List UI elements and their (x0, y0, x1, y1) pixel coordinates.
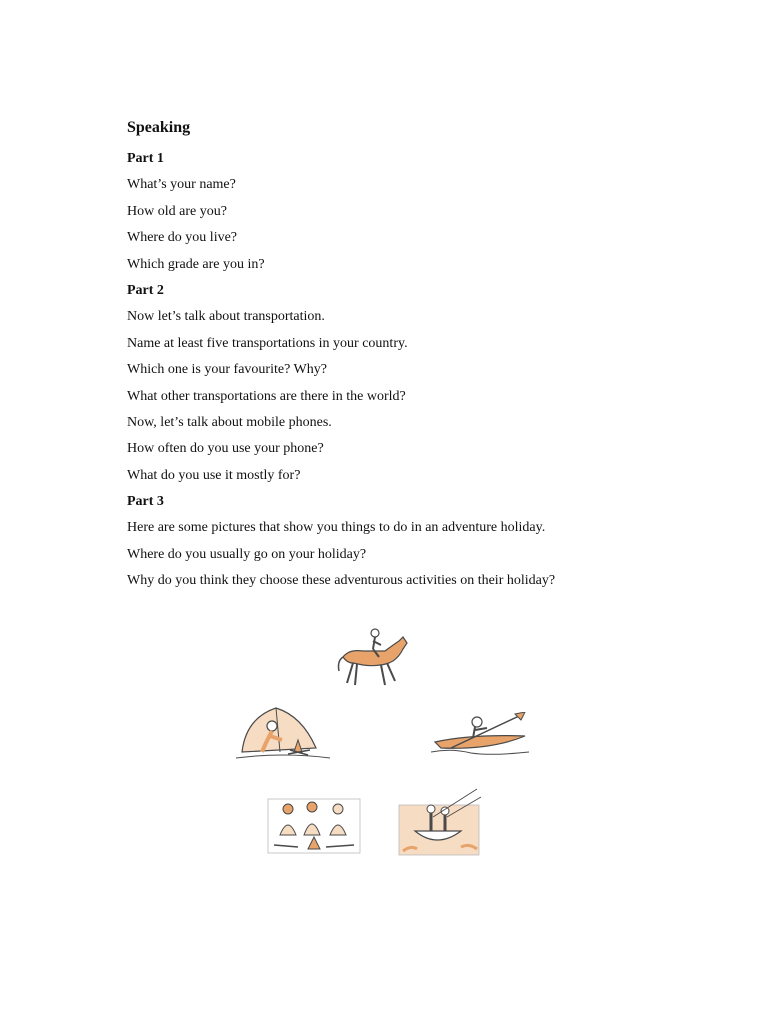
part-title: Part 1 (127, 151, 164, 166)
question-line: How old are you? (127, 203, 227, 219)
question-line: Here are some pictures that show you things to do in an adventure holiday. (127, 520, 546, 536)
question-line: Why do you think they choose these adventurous activities on their holiday? (127, 573, 556, 589)
boat-fishing-icon (397, 787, 483, 859)
horse-riding-icon (333, 627, 413, 691)
question-line: Name at least five transportations in your country. (127, 335, 408, 351)
camping-icon (236, 698, 332, 762)
speaking-section (127, 117, 727, 598)
question-line: Now let’s talk about transportation. (127, 309, 325, 325)
part-3 (127, 492, 727, 591)
question-line: Which one is your favourite? Why? (127, 362, 327, 378)
question-line: How often do you use your phone? (127, 441, 324, 457)
part-title: Part 3 (127, 494, 164, 510)
question-line: What do you use it mostly for? (127, 467, 301, 483)
question-line: Now, let’s talk about mobile phones. (127, 414, 332, 430)
question-line: What’s your name? (127, 177, 236, 193)
kayaking-icon (431, 712, 531, 760)
section-heading: Speaking (127, 119, 191, 136)
question-line: Where do you live? (127, 230, 238, 246)
campfire-group-icon (266, 795, 362, 857)
part-2 (127, 281, 727, 486)
question-line: What other transportations are there in the world? (127, 388, 406, 404)
question-line: Which grade are you in? (127, 256, 265, 272)
question-line: Where do you usually go on your holiday? (127, 546, 367, 562)
part-1 (127, 149, 727, 275)
part-title: Part 2 (127, 282, 164, 298)
